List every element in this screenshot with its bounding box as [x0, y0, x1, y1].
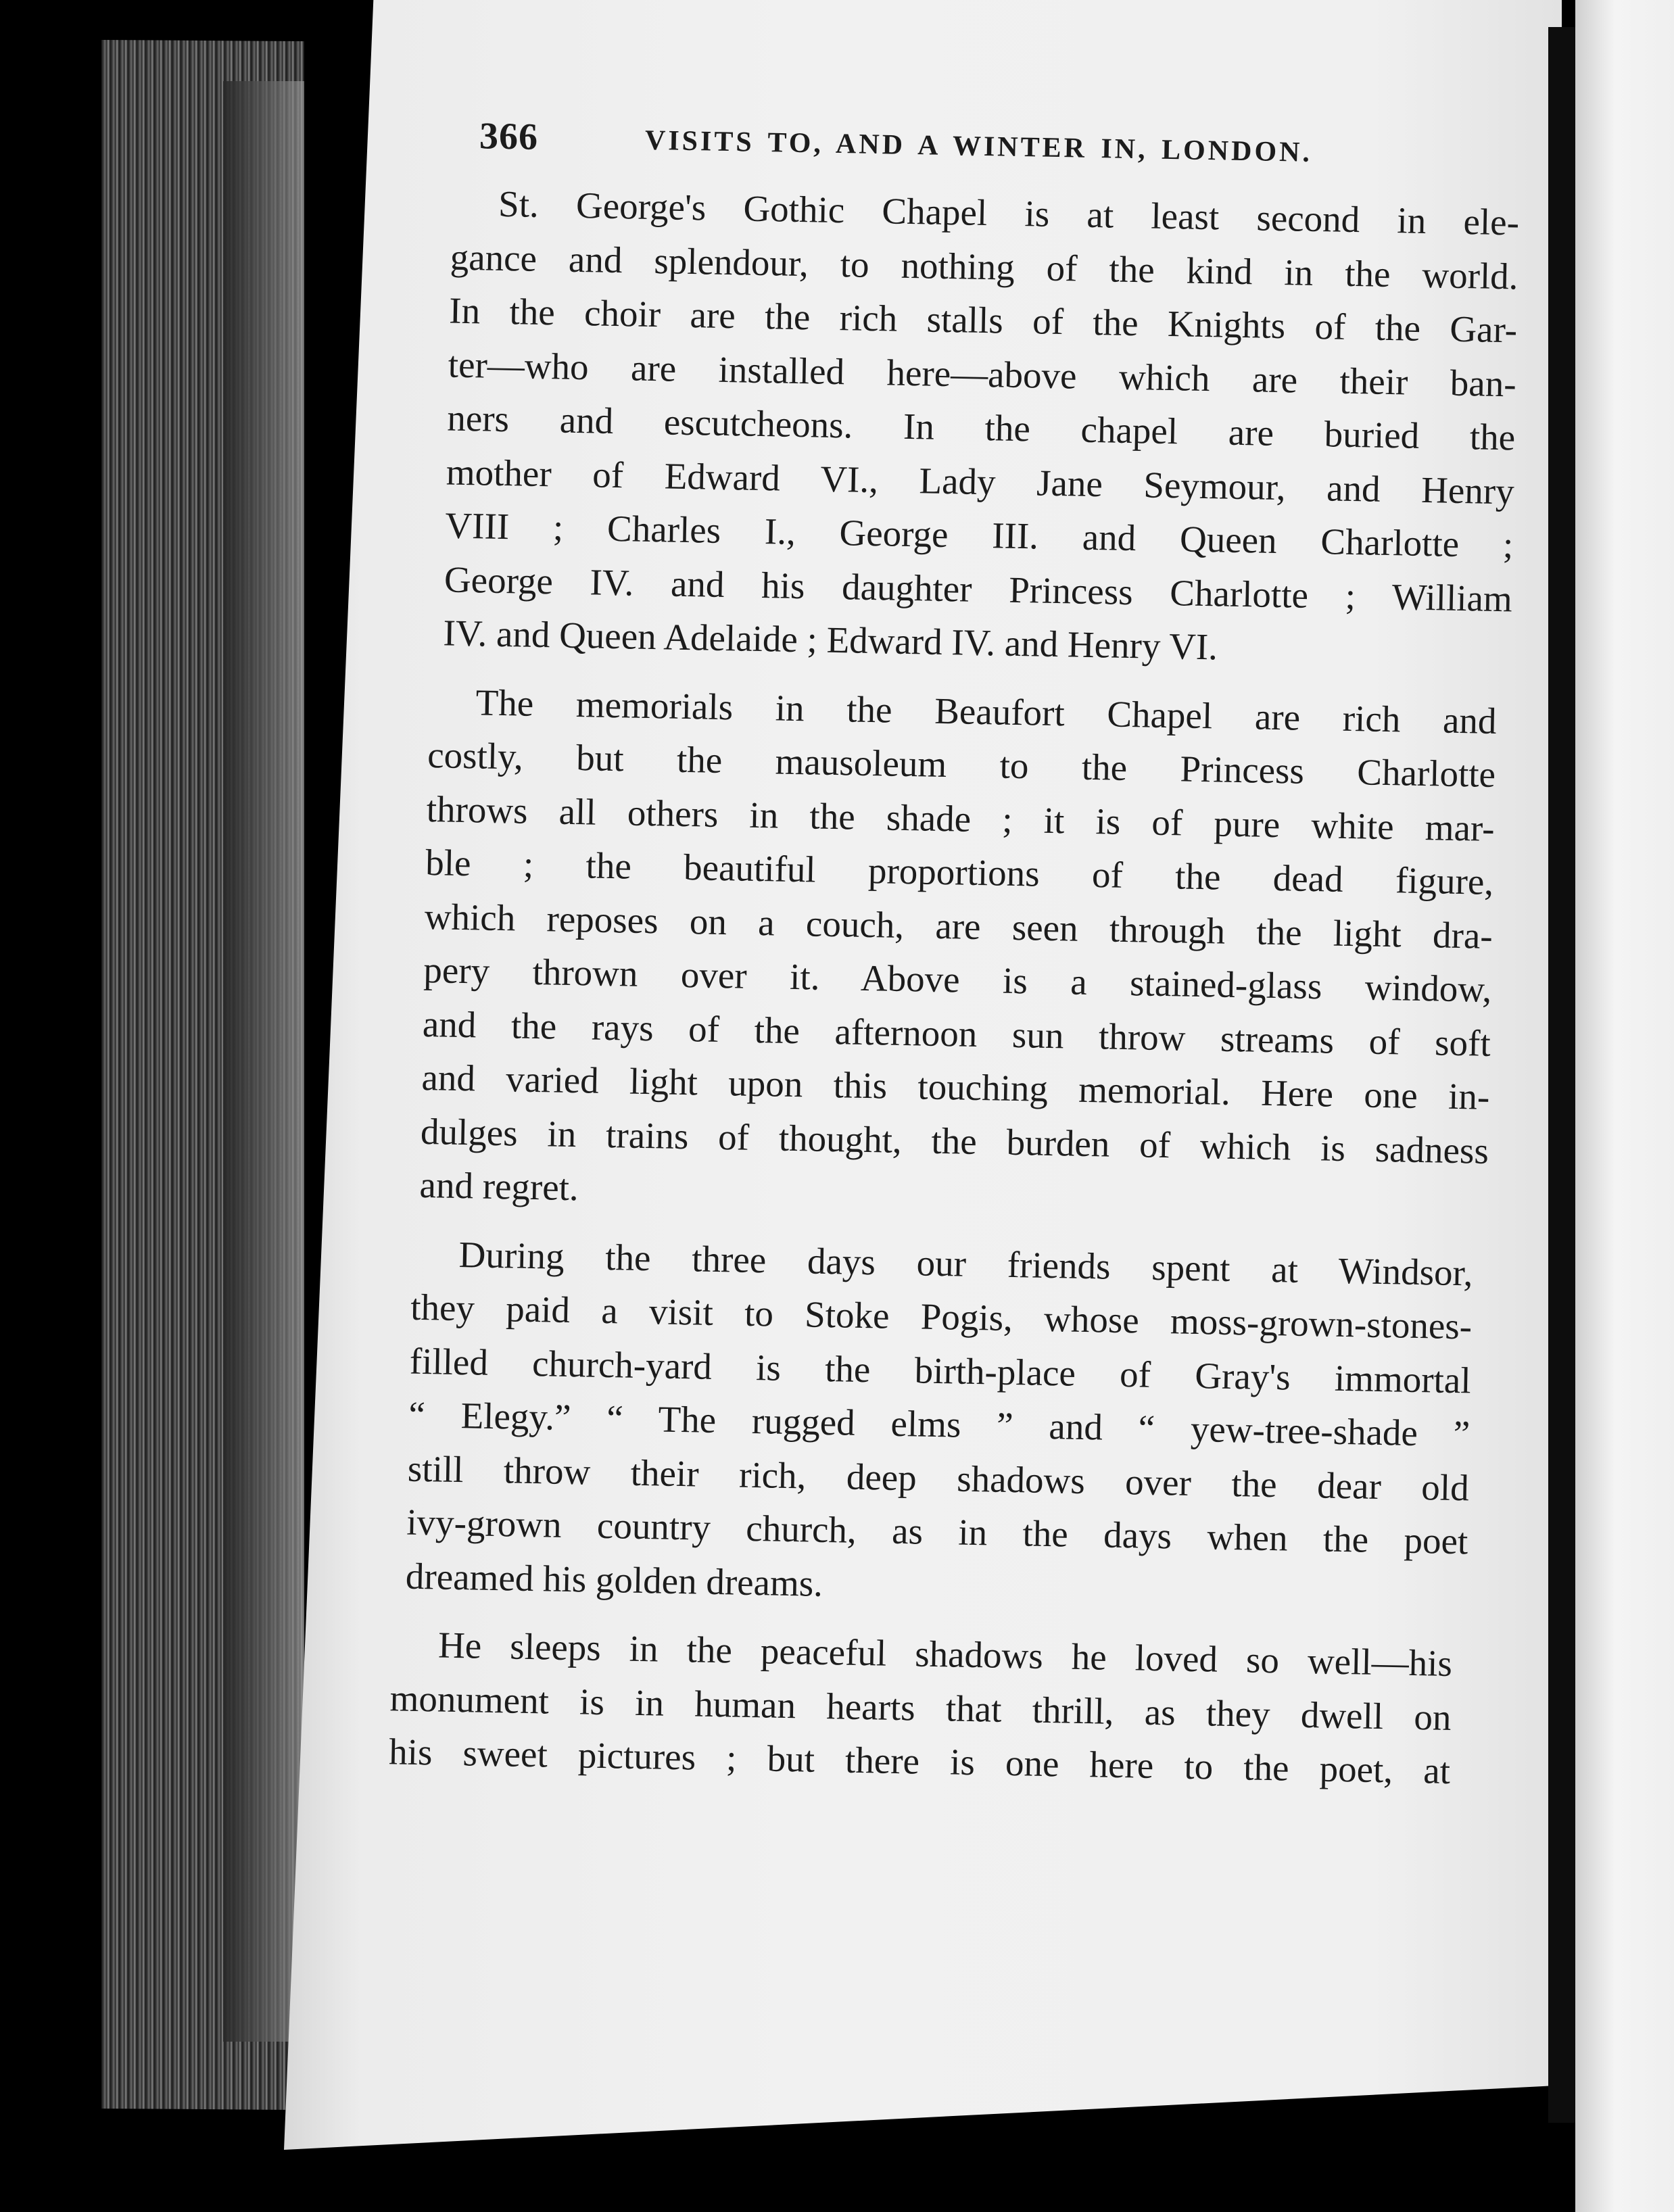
text-line: “ Elegy.” “ The rugged elms ” and “ yew-tree-shade ” [408, 1393, 1470, 1455]
text-line: In the choir are the rich stalls of the Knights of the Gar- [448, 289, 1518, 351]
text-line: mother of Edward VI., Lady Jane Seymour, and Henry [446, 450, 1515, 512]
text-line: He sleeps in the peaceful shadows he loved so well—his [437, 1624, 1453, 1685]
text-line: ners and escutcheons. In the chapel are buried the [446, 397, 1516, 458]
text-line: his sweet pictures ; but there is one here to the poet, at [388, 1731, 1451, 1792]
text-line: George IV. and his daughter Princess Charlotte ; William [444, 558, 1513, 619]
text-line: they paid a visit to Stoke Pogis, whose moss-grown-stones- [410, 1286, 1473, 1347]
text-line: During the three days our friends spent at Windsor, [458, 1233, 1474, 1293]
text-line: pery thrown over it. Above is a stained-glass window, [423, 948, 1492, 1010]
page-text-block [388, 101, 1528, 1799]
text-line: filled church-yard is the birth-place of Gray's immortal [409, 1340, 1472, 1401]
text-line: St. George's Gothic Chapel is at least second in ele- [498, 183, 1520, 243]
paragraph-1 [443, 176, 1520, 679]
text-line: costly, but the mausoleum to the Princess Charlotte [427, 734, 1496, 795]
text-line: dreamed his golden dreams. [405, 1555, 823, 1604]
text-line: dulges in trains of thought, the burden of which is sadness [420, 1110, 1489, 1172]
text-line: The memorials in the Beaufort Chapel are rich and [475, 681, 1498, 742]
text-line: and regret. [419, 1163, 579, 1209]
paragraph-4 [389, 1617, 1453, 1798]
running-head-title: VISITS TO, AND A WINTER IN, LONDON. [644, 124, 1313, 168]
text-line: throws all others in the shade ; it is of pure white mar- [426, 788, 1496, 849]
text-line: ter—who are installed here—above which are their ban- [448, 343, 1517, 404]
text-line: gance and splendour, to nothing of the kind in the world. [450, 236, 1519, 297]
paragraph-2 [419, 675, 1497, 1232]
text-line: IV. and Queen Adelaide ; Edward IV. and Henry VI. [443, 612, 1218, 668]
text-line: which reposes on a couch, are seen through the light dra- [424, 895, 1493, 957]
text-line: and varied light upon this touching memorial. Here one in- [421, 1056, 1490, 1117]
book-gutter [1548, 27, 1575, 2123]
page-edge-shadow [223, 81, 304, 2042]
facing-page-edge [1575, 0, 1674, 2212]
page-number: 366 [479, 115, 539, 158]
text-line: ivy-grown country church, as in the days when the poet [406, 1501, 1468, 1562]
text-line: VIII ; Charles I., George III. and Queen Charlotte ; [444, 504, 1514, 566]
paragraph-3 [405, 1226, 1473, 1622]
text-line: and the rays of the afternoon sun throw streams of soft [422, 1003, 1491, 1064]
text-line: ble ; the beautiful proportions of the dead figure, [425, 841, 1494, 903]
text-line: monument is in human hearts that thrill, as they dwell on [389, 1677, 1452, 1738]
text-line: still throw their rich, deep shadows over the dear old [407, 1447, 1470, 1508]
